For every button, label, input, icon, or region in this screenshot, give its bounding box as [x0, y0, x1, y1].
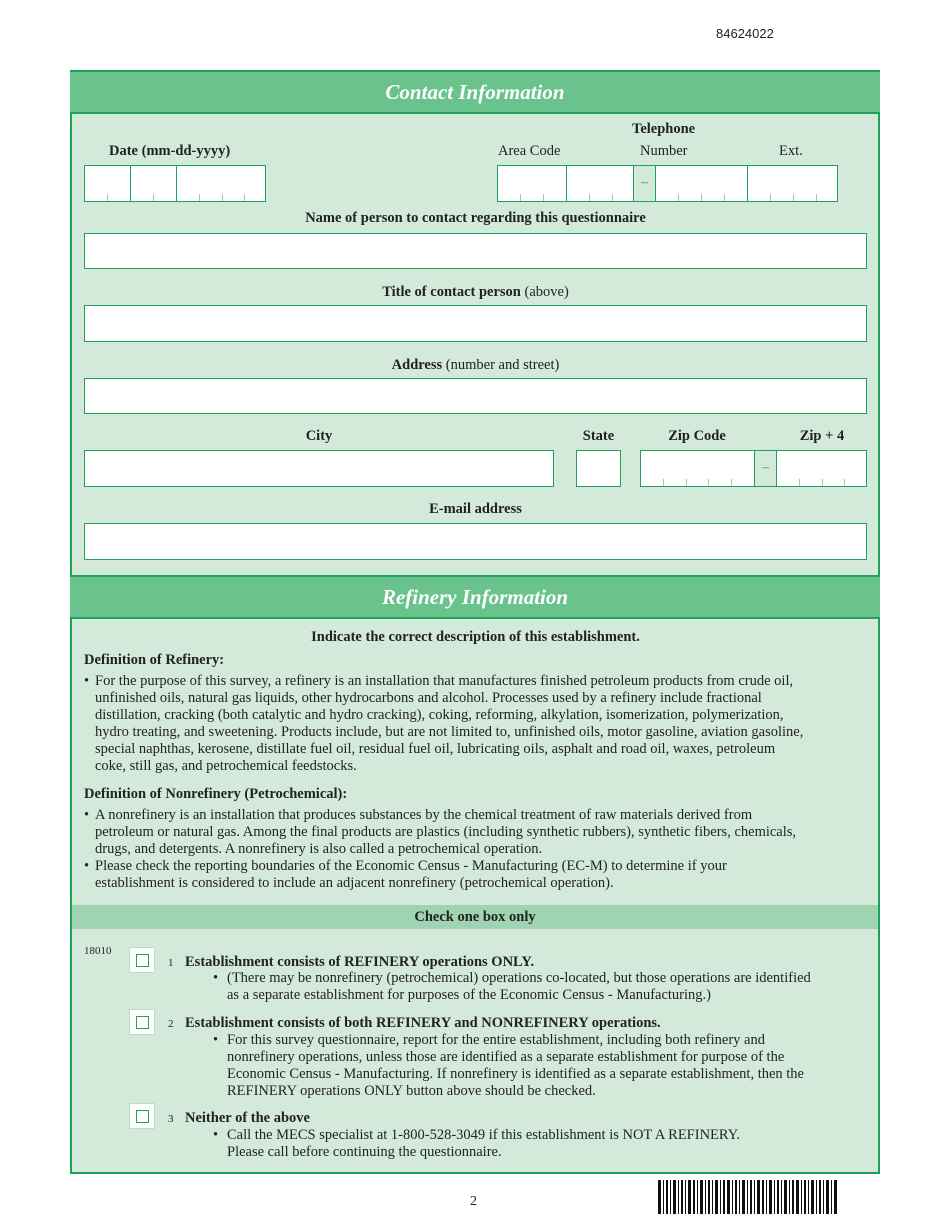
- area-code-label: Area Code: [498, 143, 561, 159]
- checkbox-square-icon: [136, 1110, 149, 1123]
- text-line: A nonrefinery is an installation that produces substances by the chemical treatment of raw materials derived from: [95, 807, 753, 823]
- contact-title-label-bold: Title of contact person: [382, 284, 521, 300]
- date-label: Date (mm-dd-yyyy): [109, 143, 231, 159]
- telephone-field[interactable]: [497, 165, 838, 202]
- option-3-number: 3: [168, 1113, 174, 1125]
- nonrefinery-definition-text: [84, 807, 874, 858]
- refinery-definition-title: Definition of Refinery:: [84, 652, 225, 668]
- text-line: Please call before continuing the questionnaire.: [227, 1144, 502, 1160]
- address-input[interactable]: [84, 378, 867, 414]
- contact-section-header: Contact Information: [70, 70, 880, 114]
- barcode-icon: [658, 1180, 838, 1214]
- state-label: State: [582, 428, 615, 444]
- bullet-icon: •: [213, 1032, 219, 1048]
- refinery-instruction: Indicate the correct description of this establishment.: [311, 629, 640, 645]
- phone-prefix-field[interactable]: [566, 166, 633, 201]
- text-line: petroleum or natural gas. Among the final products are plastics (including synthetic rubbers), synthetic fibers, chemicals,: [95, 824, 797, 840]
- refinery-section-header: Refinery Information: [70, 575, 880, 619]
- text-line: REFINERY operations ONLY button above should be checked.: [227, 1083, 596, 1099]
- phone-ext-label: Ext.: [779, 143, 803, 159]
- zip-code-input[interactable]: [641, 451, 754, 486]
- text-line: For this survey questionnaire, report for the entire establishment, including both refinery and: [227, 1032, 765, 1048]
- option-2-number: 2: [168, 1018, 174, 1030]
- date-month-segment[interactable]: [85, 166, 130, 201]
- zip4-input[interactable]: [777, 451, 866, 486]
- address-label-note: (number and street): [442, 357, 560, 373]
- date-field[interactable]: [84, 165, 266, 202]
- date-day-segment[interactable]: [130, 166, 176, 201]
- zip4-label: Zip + 4: [799, 428, 845, 444]
- option-1-number: 1: [168, 957, 174, 969]
- text-line: Please check the reporting boundaries of the Economic Census - Manufacturing (EC-M) to determine if your: [95, 858, 727, 874]
- state-input[interactable]: [576, 450, 621, 487]
- contact-title-label: [84, 283, 867, 301]
- checkbox-square-icon: [136, 1016, 149, 1029]
- text-line: Economic Census - Manufacturing. If nonrefinery is identified as a separate establishment, then the: [227, 1066, 804, 1082]
- option-2-note: [213, 1032, 873, 1100]
- document-number: 84624022: [716, 26, 774, 41]
- text-line: unfinished oils, natural gas liquids, other hydrocarbons and alcohol. Processes used by a refinery include fractional: [95, 690, 762, 706]
- area-code-field[interactable]: [498, 166, 566, 201]
- check-one-box-banner: Check one box only: [72, 905, 878, 929]
- text-line: hydro treating, and sweetening. Products include, but are not limited to, unfinished oils, motor gasoline, aviation gasoline,: [95, 724, 804, 740]
- page-number: 2: [470, 1194, 477, 1209]
- text-line: (There may be nonrefinery (petrochemical) operations co-located, but those operations are identified: [227, 970, 811, 986]
- option-2-checkbox[interactable]: [129, 1009, 155, 1035]
- option-3-checkbox[interactable]: [129, 1103, 155, 1129]
- bullet-icon: •: [84, 673, 90, 689]
- phone-number-label: Number: [640, 143, 688, 159]
- text-line: Call the MECS specialist at 1-800-528-3049 if this establishment is NOT A REFINERY.: [227, 1127, 740, 1143]
- contact-title-label-note: (above): [520, 284, 569, 300]
- phone-line-field[interactable]: [656, 166, 747, 201]
- zip-dash: –: [754, 451, 777, 486]
- telephone-label: Telephone: [632, 121, 696, 137]
- reporting-boundaries-text: [84, 858, 874, 892]
- text-line: establishment is considered to include an adjacent nonrefinery (petrochemical operation).: [95, 875, 614, 891]
- address-label: [84, 356, 867, 374]
- bullet-icon: •: [213, 1127, 219, 1143]
- contact-title-input[interactable]: [84, 305, 867, 342]
- address-label-bold: Address: [391, 357, 443, 373]
- checkbox-square-icon: [136, 954, 149, 967]
- bullet-icon: •: [84, 858, 90, 874]
- contact-name-input[interactable]: [84, 233, 867, 269]
- zip-field[interactable]: [640, 450, 867, 487]
- bullet-icon: •: [213, 970, 219, 986]
- text-line: drugs, and detergents. A nonrefinery is also called a petrochemical operation.: [95, 841, 543, 857]
- text-line: For the purpose of this survey, a refinery is an installation that manufactures finished petroleum products from crude oil,: [95, 673, 794, 689]
- nonrefinery-definition-title: Definition of Nonrefinery (Petrochemical):: [84, 786, 348, 802]
- date-year-segment[interactable]: [176, 166, 265, 201]
- text-line: coke, still gas, and petrochemical feedstocks.: [95, 758, 357, 774]
- city-input[interactable]: [84, 450, 554, 487]
- email-input[interactable]: [84, 523, 867, 560]
- bullet-icon: •: [84, 807, 90, 823]
- text-line: nonrefinery operations, unless those are identified as a separate establishment for purpose of the: [227, 1049, 785, 1065]
- text-line: as a separate establishment for purposes of the Economic Census - Manufacturing.): [227, 987, 711, 1003]
- zip-code-label: Zip Code: [668, 428, 726, 444]
- option-3-title: Neither of the above: [185, 1110, 310, 1126]
- option-1-note: [213, 970, 873, 1004]
- city-label: City: [305, 428, 333, 444]
- phone-ext-field[interactable]: [747, 166, 837, 201]
- item-code: 18010: [84, 945, 112, 957]
- option-2-title: Establishment consists of both REFINERY and NONREFINERY operations.: [185, 1015, 661, 1031]
- option-1-title: Establishment consists of REFINERY operations ONLY.: [185, 954, 535, 970]
- text-line: special naphthas, kerosene, distillate fuel oil, residual fuel oil, lubricating oils, asphalt and road oil, waxes, petroleum: [95, 741, 776, 757]
- phone-dash: –: [633, 166, 656, 201]
- option-1-checkbox[interactable]: [129, 947, 155, 973]
- contact-name-label: Name of person to contact regarding this questionnaire: [305, 210, 646, 226]
- email-label: E-mail address: [429, 501, 522, 517]
- text-line: distillation, cracking (both catalytic and hydro cracking), coking, reforming, alkylation, isomerization, polymerization,: [95, 707, 784, 723]
- refinery-definition-text: [84, 673, 874, 775]
- option-3-note: [213, 1127, 873, 1161]
